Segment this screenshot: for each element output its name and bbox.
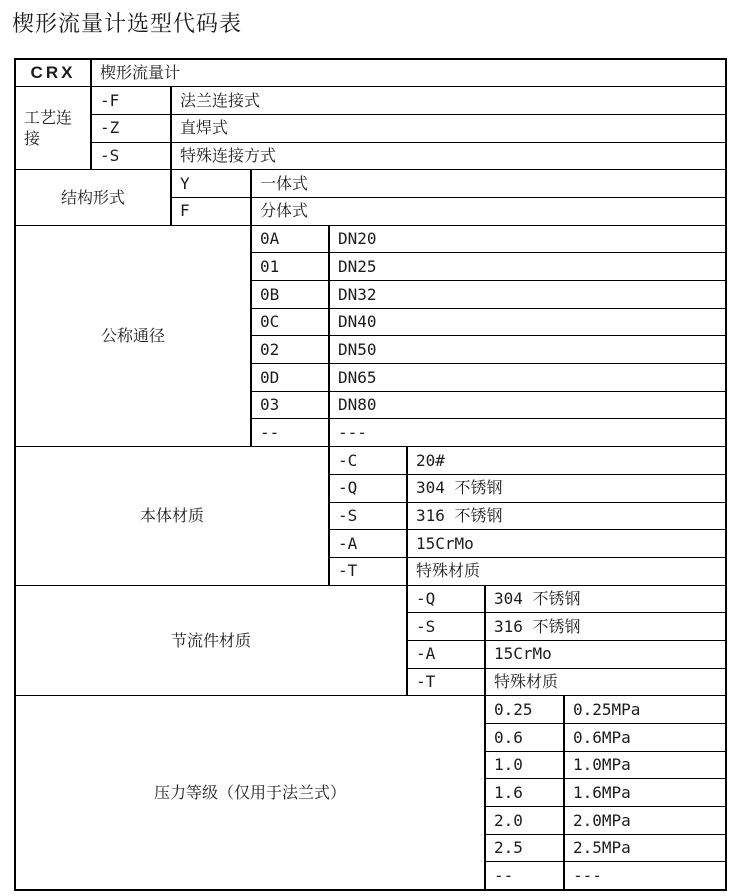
code-cell: 0C xyxy=(251,308,329,336)
value-cell: 特殊连接方式 xyxy=(171,142,726,170)
value-cell: 15CrMo xyxy=(407,530,726,558)
section-label-cell: 节流件材质 xyxy=(15,585,407,696)
code-cell: -S xyxy=(407,613,485,641)
code-cell: 03 xyxy=(251,391,329,419)
value-cell: 316 不锈钢 xyxy=(485,613,726,641)
page-title: 楔形流量计选型代码表 xyxy=(12,12,243,37)
code-cell: 0A xyxy=(251,225,329,253)
code-cell: 0.25 xyxy=(485,696,564,724)
value-cell: DN80 xyxy=(329,391,726,419)
selection-code-table xyxy=(14,58,727,891)
code-cell: -S xyxy=(91,142,171,170)
code-cell: -Z xyxy=(91,114,171,142)
value-cell: --- xyxy=(329,419,726,447)
code-cell: 0B xyxy=(251,281,329,309)
product-name-cell: 楔形流量计 xyxy=(91,59,726,87)
value-cell: 15CrMo xyxy=(485,640,726,668)
table-row xyxy=(15,170,726,198)
value-cell: 20# xyxy=(407,447,726,475)
section-label-cell: 本体材质 xyxy=(15,447,329,585)
product-code-cell: CRX xyxy=(15,59,91,87)
value-cell: DN20 xyxy=(329,225,726,253)
code-cell: F xyxy=(171,197,251,225)
code-cell: -A xyxy=(329,530,407,558)
section-label-cell: 压力等级（仅用于法兰式） xyxy=(15,696,485,890)
table-row xyxy=(15,585,726,613)
code-cell: -- xyxy=(251,419,329,447)
value-cell: 1.0MPa xyxy=(564,751,726,779)
value-cell: 0.6MPa xyxy=(564,724,726,752)
code-cell: -F xyxy=(91,87,171,115)
value-cell: 法兰连接式 xyxy=(171,87,726,115)
code-cell: 1.0 xyxy=(485,751,564,779)
table-row xyxy=(15,59,726,87)
value-cell: DN40 xyxy=(329,308,726,336)
value-cell: 特殊材质 xyxy=(485,668,726,696)
table-row xyxy=(15,225,726,253)
value-cell: 直焊式 xyxy=(171,114,726,142)
code-cell: -Q xyxy=(329,474,407,502)
value-cell: DN65 xyxy=(329,364,726,392)
code-cell: -C xyxy=(329,447,407,475)
code-cell: 0.6 xyxy=(485,724,564,752)
section-label-cell: 结构形式 xyxy=(15,170,171,225)
value-cell: 一体式 xyxy=(251,170,726,198)
value-cell: 316 不锈钢 xyxy=(407,502,726,530)
value-cell: 分体式 xyxy=(251,197,726,225)
code-cell: -A xyxy=(407,640,485,668)
code-cell: 02 xyxy=(251,336,329,364)
value-cell: 2.5MPa xyxy=(564,834,726,862)
value-cell: 0.25MPa xyxy=(564,696,726,724)
code-cell: 01 xyxy=(251,253,329,281)
value-cell: 304 不锈钢 xyxy=(407,474,726,502)
section-label-cell: 工艺连接 xyxy=(15,87,91,170)
code-cell: -T xyxy=(329,557,407,585)
value-cell: DN32 xyxy=(329,281,726,309)
code-cell: 0D xyxy=(251,364,329,392)
value-cell: DN25 xyxy=(329,253,726,281)
code-cell: 2.0 xyxy=(485,807,564,835)
value-cell: DN50 xyxy=(329,336,726,364)
value-cell: --- xyxy=(564,862,726,890)
code-cell: -T xyxy=(407,668,485,696)
code-cell: 2.5 xyxy=(485,834,564,862)
value-cell: 304 不锈钢 xyxy=(485,585,726,613)
table-row xyxy=(15,447,726,475)
table-row xyxy=(15,696,726,724)
code-cell: Y xyxy=(171,170,251,198)
code-cell: 1.6 xyxy=(485,779,564,807)
table-row xyxy=(15,114,726,142)
value-cell: 1.6MPa xyxy=(564,779,726,807)
table-row xyxy=(15,142,726,170)
code-cell: -Q xyxy=(407,585,485,613)
value-cell: 特殊材质 xyxy=(407,557,726,585)
code-cell: -- xyxy=(485,862,564,890)
code-cell: -S xyxy=(329,502,407,530)
table-row xyxy=(15,87,726,115)
section-label-cell: 公称通径 xyxy=(15,225,251,447)
value-cell: 2.0MPa xyxy=(564,807,726,835)
